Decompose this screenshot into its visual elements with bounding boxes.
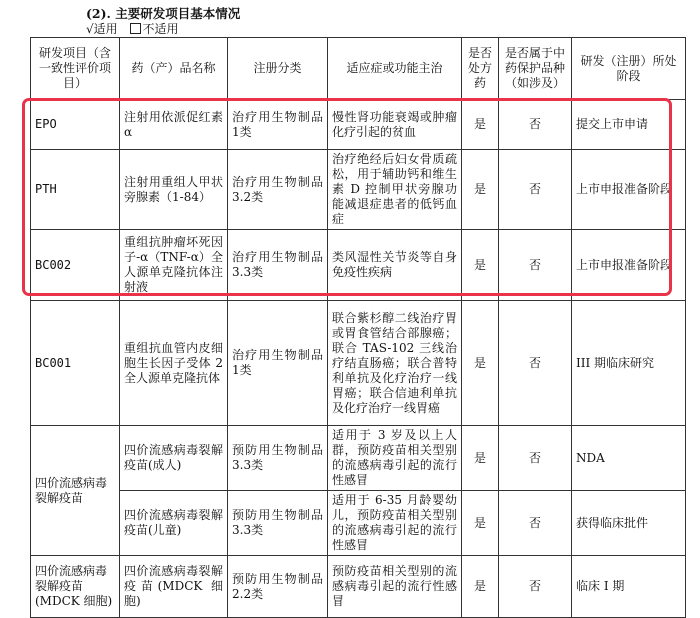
cell-registration-class: 预防用生物制品3.3类 — [228, 491, 328, 556]
table-row — [31, 491, 686, 556]
cell-registration-class: 治疗用生物制品1类 — [228, 100, 328, 150]
cell-tcm-protection: 否 — [499, 556, 572, 618]
table-row — [31, 230, 686, 301]
cell-drug-name: 注射用重组人甲状旁腺素（1-84） — [120, 150, 228, 230]
cell-indication: 类风湿性关节炎等自身免疫性疾病 — [328, 230, 462, 301]
cell-prescription: 是 — [462, 230, 499, 301]
table-header-row — [31, 38, 686, 100]
cell-indication: 治疗绝经后妇女骨质疏松，用于辅助钙和维生素 D 控制甲状旁腺功能减退症患者的低钙血症 — [328, 150, 462, 230]
cell-prescription: 是 — [462, 150, 499, 230]
cell-drug-name: 四价流感病毒裂解疫苗(儿童) — [120, 491, 228, 556]
cell-stage: 临床 I 期 — [572, 556, 686, 618]
table-row — [31, 150, 686, 230]
cell-drug-name: 重组抗血管内皮细胞生长因子受体 2 全人源单克隆抗体 — [120, 301, 228, 426]
cell-indication: 联合紫杉醇二线治疗胃或胃食管结合部腺癌；联合 TAS-102 三线治疗结直肠癌；联合普特利单抗及化疗治疗一线胃癌；联合信迪利单抗及化疗治疗一线胃癌 — [328, 301, 462, 426]
cell-tcm-protection: 否 — [499, 150, 572, 230]
cell-stage: 获得临床批件 — [572, 491, 686, 556]
cell-project: 四价流感病毒裂解疫苗(MDCK 细胞) — [31, 556, 120, 618]
cell-stage: III 期临床研究 — [572, 301, 686, 426]
cell-stage: 提交上市申请 — [572, 100, 686, 150]
table-row — [31, 426, 686, 491]
cell-registration-class: 治疗用生物制品1类 — [228, 301, 328, 426]
cell-indication: 慢性肾功能衰竭或肿瘤化疗引起的贫血 — [328, 100, 462, 150]
table-row — [31, 301, 686, 426]
cell-tcm-protection: 否 — [499, 426, 572, 491]
header-drug-name: 药（产）品名称 — [120, 38, 228, 100]
cell-tcm-protection: 否 — [499, 230, 572, 301]
cell-prescription: 是 — [462, 301, 499, 426]
cell-drug-name: 重组抗肿瘤坏死因子-α（TNF-α）全人源单克隆抗体注射液 — [120, 230, 228, 301]
rd-projects-table — [30, 37, 686, 618]
cell-prescription: 是 — [462, 100, 499, 150]
cell-registration-class: 预防用生物制品2.2类 — [228, 556, 328, 618]
cell-registration-class: 预防用生物制品3.3类 — [228, 426, 328, 491]
cell-drug-name: 注射用依派促红素α — [120, 100, 228, 150]
cell-prescription: 是 — [462, 426, 499, 491]
table-row — [31, 100, 686, 150]
cell-tcm-protection: 否 — [499, 100, 572, 150]
cell-project: BC002 — [31, 230, 120, 301]
cell-project: PTH — [31, 150, 120, 230]
empty-checkbox-icon — [130, 23, 141, 34]
cell-prescription: 是 — [462, 491, 499, 556]
option-not-applicable-label: 不适用 — [142, 22, 179, 36]
header-stage: 研发（注册）所处阶段 — [572, 38, 686, 100]
applicability-options — [86, 20, 179, 37]
cell-stage: NDA — [572, 426, 686, 491]
cell-stage: 上市申报准备阶段 — [572, 150, 686, 230]
header-indication: 适应症或功能主治 — [328, 38, 462, 100]
check-mark-icon: √ — [86, 22, 94, 36]
cell-drug-name: 四价流感病毒裂解疫苗(成人) — [120, 426, 228, 491]
cell-drug-name: 四价流感病毒裂解疫苗(MDCK 细胞) — [120, 556, 228, 618]
section-heading: (2). 主要研发项目基本情况 — [86, 6, 241, 21]
cell-stage: 上市申报准备阶段 — [572, 230, 686, 301]
header-project: 研发项目（含一致性评价项目） — [31, 38, 120, 100]
cell-project: EPO — [31, 100, 120, 150]
cell-tcm-protection: 否 — [499, 301, 572, 426]
cell-prescription: 是 — [462, 556, 499, 618]
header-prescription: 是否处方药 — [462, 38, 499, 100]
table-row — [31, 556, 686, 618]
cell-registration-class: 治疗用生物制品3.3类 — [228, 230, 328, 301]
cell-tcm-protection: 否 — [499, 491, 572, 556]
header-tcm-protection: 是否属于中药保护品种（如涉及） — [499, 38, 572, 100]
cell-project: BC001 — [31, 301, 120, 426]
option-applicable-label: 适用 — [93, 22, 118, 36]
header-registration-class: 注册分类 — [228, 38, 328, 100]
cell-indication: 预防疫苗相关型别的流感病毒引起的流行性感冒 — [328, 556, 462, 618]
cell-registration-class: 治疗用生物制品3.2类 — [228, 150, 328, 230]
cell-indication: 适用于 6-35 月龄婴幼儿，预防疫苗相关型别的流感病毒引起的流行性感冒 — [328, 491, 462, 556]
cell-indication: 适用于 3 岁及以上人群，预防疫苗相关型别的流感病毒引起的流行性感冒 — [328, 426, 462, 491]
cell-project: 四价流感病毒裂解疫苗 — [31, 426, 120, 556]
